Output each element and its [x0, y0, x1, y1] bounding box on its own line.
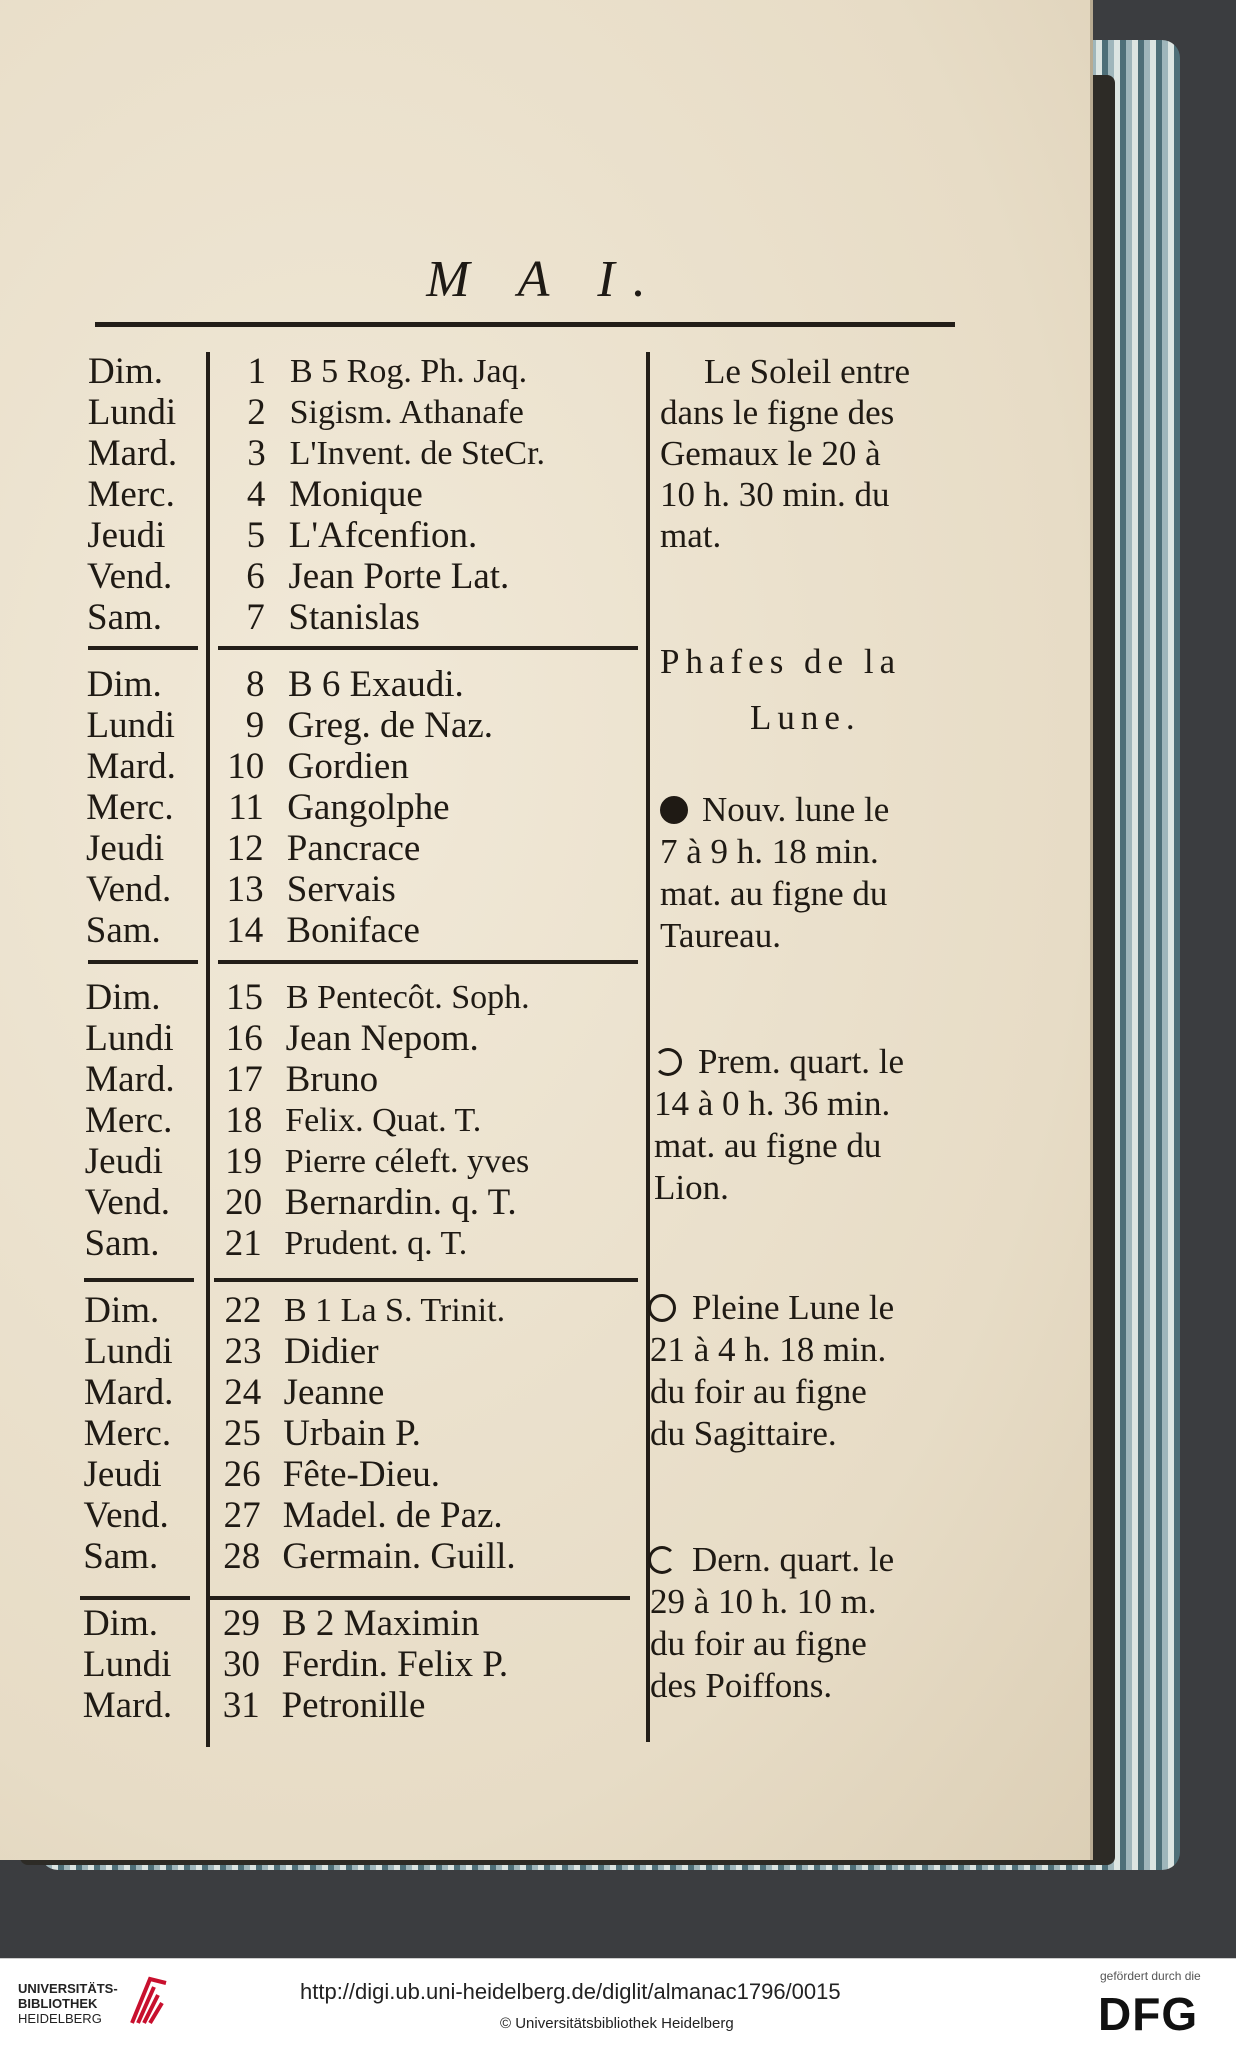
day-abbrev: Sam. — [84, 1223, 160, 1264]
week-rule — [88, 960, 198, 964]
saint-name: Monique — [289, 474, 423, 515]
copyright-text: © Universitätsbibliothek Heidelberg — [500, 2015, 734, 2032]
sun-line: dans le figne des — [660, 393, 895, 432]
saint-name: L'Afcenfion. — [288, 515, 478, 556]
day-number: 29 — [223, 1603, 260, 1644]
saint-name: Pancrace — [286, 828, 421, 869]
week-rule — [214, 1278, 638, 1282]
saint-name: B 2 Maximin — [282, 1603, 480, 1644]
permalink-url[interactable]: http://digi.ub.uni-heidelberg.de/diglit/almanac1796/0015 — [300, 1979, 841, 2004]
saint-name: L'Invent. de SteCr. — [289, 435, 546, 472]
saint-name: Stanislas — [288, 597, 420, 638]
first-quarter-line: 14 à 0 h. 36 min. — [654, 1084, 891, 1123]
saint-name: Gordien — [287, 746, 409, 787]
day-number: 4 — [246, 474, 266, 515]
saint-name: B 1 La S. Trinit. — [284, 1292, 506, 1329]
day-number: 22 — [224, 1290, 262, 1331]
day-abbrev: Dim. — [86, 664, 162, 705]
day-number: 17 — [225, 1059, 263, 1100]
dfg-logo: DFG — [1098, 1988, 1199, 2040]
day-abbrev: Lundi — [83, 1644, 172, 1685]
saint-name: Bernardin. q. T. — [284, 1182, 517, 1223]
day-abbrev: Merc. — [85, 1100, 173, 1141]
saint-name: Jeanne — [283, 1372, 385, 1413]
first-quarter-icon — [654, 1048, 682, 1076]
saint-name: Gangolphe — [287, 787, 450, 828]
day-abbrev: Mard. — [85, 1059, 175, 1100]
day-number: 12 — [226, 828, 264, 869]
library-logo-text — [18, 1981, 118, 2026]
full-moon-line: du Sagittaire. — [650, 1414, 837, 1453]
day-number: 13 — [226, 869, 264, 910]
day-abbrev: Dim. — [85, 977, 161, 1018]
day-number: 21 — [224, 1223, 262, 1264]
day-abbrev: Vend. — [84, 1182, 171, 1223]
saint-name: Urbain P. — [283, 1413, 421, 1454]
day-number: 31 — [222, 1685, 260, 1726]
day-number: 11 — [228, 787, 264, 828]
sun-line: 10 h. 30 min. du — [660, 475, 890, 514]
phases-title: Phafes de la — [660, 642, 902, 681]
saint-name: Madel. de Paz. — [282, 1495, 503, 1536]
full-moon-line: du foir au figne — [650, 1372, 867, 1411]
day-abbrev: Dim. — [83, 1603, 159, 1644]
full-moon-icon — [648, 1294, 676, 1322]
day-number: 6 — [246, 556, 265, 597]
week-rule — [218, 646, 638, 650]
day-number: 19 — [225, 1141, 263, 1182]
day-abbrev: Jeudi — [84, 1141, 163, 1182]
day-abbrev: Mard. — [86, 746, 176, 787]
sun-line: Le Soleil entre — [704, 352, 911, 391]
day-abbrev: Merc. — [86, 787, 174, 828]
day-number: 15 — [226, 977, 263, 1018]
day-abbrev: Merc. — [87, 474, 175, 515]
day-number: 5 — [246, 515, 266, 556]
day-abbrev: Vend. — [83, 1495, 169, 1536]
day-abbrev: Lundi — [87, 392, 177, 433]
last-quarter-line: des Poiffons. — [650, 1666, 833, 1705]
day-abbrev: Jeudi — [87, 515, 166, 556]
day-abbrev: Lundi — [84, 1331, 173, 1372]
day-number: 14 — [226, 910, 264, 951]
last-quarter-line: 29 à 10 h. 10 m. — [650, 1582, 877, 1621]
day-number: 18 — [225, 1100, 263, 1141]
week-rule — [218, 960, 638, 964]
last-quarter-icon — [648, 1546, 676, 1574]
saint-name: Servais — [286, 869, 396, 910]
phases-title-2: Lune. — [750, 698, 861, 737]
saint-name: Fête-Dieu. — [282, 1454, 440, 1495]
first-quarter-line: Prem. quart. le — [698, 1042, 905, 1081]
day-number: 25 — [223, 1413, 261, 1454]
day-number: 10 — [227, 746, 265, 787]
saint-name: Sigism. Athanafe — [289, 394, 524, 431]
saint-name: Jean Nepom. — [285, 1018, 479, 1059]
month-title: M A I. — [426, 251, 664, 308]
new-moon-line: 7 à 9 h. 18 min. — [660, 832, 879, 871]
day-number: 23 — [224, 1331, 262, 1372]
day-abbrev: Jeudi — [83, 1454, 162, 1495]
last-quarter-line: du foir au figne — [650, 1624, 867, 1663]
day-abbrev: Merc. — [83, 1413, 172, 1454]
day-number: 24 — [224, 1372, 262, 1413]
new-moon-icon — [660, 796, 688, 824]
saint-name: Jean Porte Lat. — [288, 556, 510, 597]
day-abbrev: Dim. — [84, 1290, 160, 1331]
saint-name: B 5 Rog. Ph. Jaq. — [290, 353, 528, 390]
day-abbrev: Lundi — [86, 705, 175, 746]
saint-name: Bruno — [285, 1059, 379, 1100]
library-line: HEIDELBERG — [18, 2011, 102, 2026]
full-moon-line: Pleine Lune le — [692, 1288, 895, 1327]
day-number: 9 — [245, 705, 265, 746]
day-number: 30 — [223, 1644, 260, 1685]
saint-name: B 6 Exaudi. — [288, 664, 464, 705]
day-abbrev: Mard. — [84, 1372, 174, 1413]
saint-name: Pierre céleft. yves — [284, 1143, 530, 1180]
saint-name: B Pentecôt. Soph. — [286, 979, 530, 1016]
footer-bar — [0, 1958, 1236, 2048]
day-number: 7 — [246, 597, 265, 638]
top-rule — [95, 322, 955, 327]
first-quarter-line: mat. au figne du — [654, 1126, 882, 1165]
day-abbrev: Vend. — [86, 869, 172, 910]
last-quarter-line: Dern. quart. le — [692, 1540, 895, 1579]
day-number: 8 — [246, 664, 265, 705]
saint-name: Greg. de Naz. — [287, 705, 494, 746]
week-rule — [80, 1596, 190, 1600]
week-rule — [88, 646, 198, 650]
saint-name: Prudent. q. T. — [284, 1225, 468, 1262]
week-rule — [210, 1596, 630, 1600]
saint-name: Ferdin. Felix P. — [282, 1644, 509, 1685]
library-line: BIBLIOTHEK — [18, 1996, 98, 2011]
sponsor-text: gefördert durch die — [1100, 1969, 1201, 1983]
saint-name: Didier — [284, 1331, 379, 1372]
day-abbrev: Mard. — [82, 1685, 173, 1726]
sun-line: Gemaux le 20 à — [660, 434, 881, 473]
library-logo-icon — [128, 1973, 170, 2031]
day-number: 16 — [225, 1018, 263, 1059]
new-moon-line: mat. au figne du — [660, 874, 888, 913]
day-abbrev: Sam. — [85, 910, 161, 951]
day-number: 2 — [247, 392, 266, 433]
sun-line: mat. — [660, 516, 722, 555]
saint-name: Felix. Quat. T. — [285, 1102, 482, 1139]
day-number: 1 — [247, 351, 266, 392]
day-abbrev: Dim. — [88, 351, 164, 392]
day-abbrev: Jeudi — [86, 828, 165, 869]
day-number: 26 — [223, 1454, 261, 1495]
day-abbrev: Lundi — [85, 1018, 174, 1059]
day-number: 20 — [225, 1182, 263, 1223]
day-abbrev: Sam. — [87, 597, 163, 638]
column-divider-right — [646, 352, 650, 1742]
saint-name: Petronille — [281, 1685, 426, 1726]
day-number: 28 — [223, 1536, 261, 1577]
new-moon-line: Nouv. lune le — [702, 790, 890, 829]
day-abbrev: Mard. — [87, 433, 178, 474]
saint-name: Boniface — [286, 910, 420, 951]
saint-name: Germain. Guill. — [282, 1536, 516, 1577]
day-abbrev: Vend. — [87, 556, 173, 597]
day-abbrev: Sam. — [83, 1536, 159, 1577]
week-rule — [84, 1278, 194, 1282]
full-moon-line: 21 à 4 h. 18 min. — [650, 1330, 887, 1369]
first-quarter-line: Lion. — [654, 1168, 729, 1207]
library-line: UNIVERSITÄTS- — [18, 1981, 118, 1996]
day-number: 27 — [223, 1495, 261, 1536]
day-number: 3 — [247, 433, 266, 474]
new-moon-line: Taureau. — [660, 916, 781, 955]
